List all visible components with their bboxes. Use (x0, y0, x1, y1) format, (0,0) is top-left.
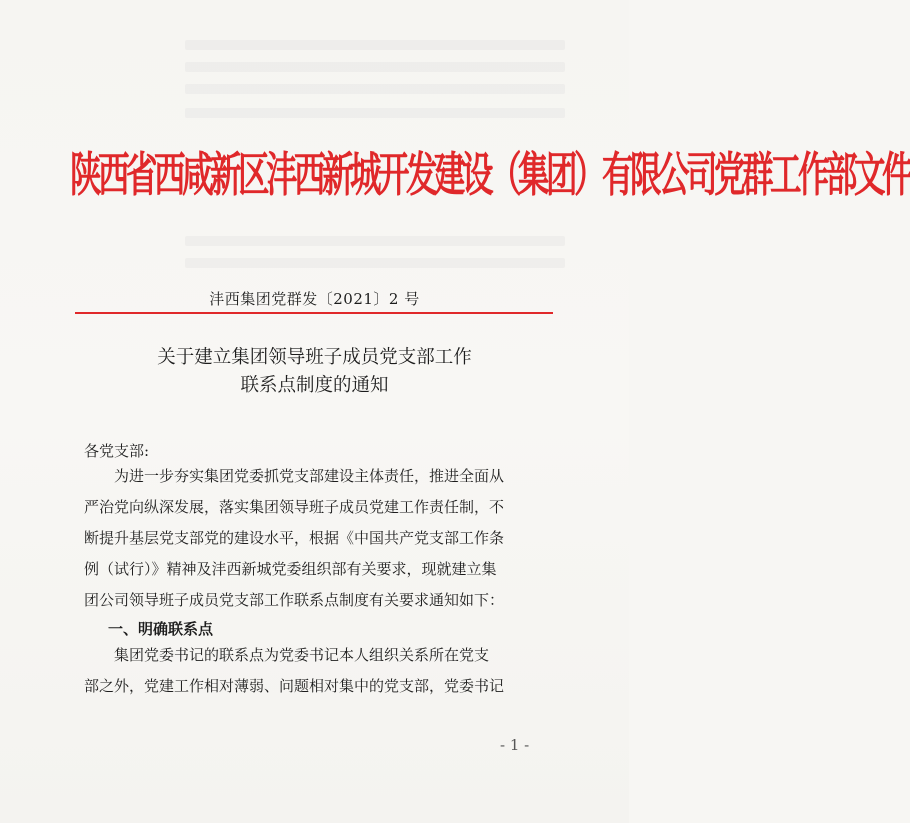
red-divider-line (75, 312, 553, 314)
paragraph-line: 团公司领导班子成员党支部工作联系点制度有关要求通知如下： (84, 591, 505, 609)
body-paragraph-2 (84, 640, 544, 702)
paragraph-line: 严治党向纵深发展，落实集团领导班子成员党建工作责任制，不 (84, 498, 505, 516)
show-through-mark (185, 236, 565, 246)
notice-title-line-1: 关于建立集团领导班子成员党支部工作 (157, 347, 472, 368)
paragraph-line: 集团党委书记的联系点为党委书记本人组织关系所在党支 (114, 646, 490, 664)
show-through-mark (185, 108, 565, 118)
paragraph-line: 为进一步夯实集团党委抓党支部建设主体责任，推进全面从 (114, 467, 505, 485)
show-through-mark (185, 258, 565, 268)
section-heading-1: 一、明确联系点 (108, 620, 214, 638)
show-through-mark (185, 40, 565, 50)
show-through-mark (185, 62, 565, 72)
paragraph-line: 部之外，党建工作相对薄弱、问题相对集中的党支部，党委书记 (84, 677, 505, 695)
notice-title-line-2: 联系点制度的通知 (240, 375, 389, 396)
paragraph-line: 例（试行）》精神及沣西新城党委组织部有关要求，现就建立集 (84, 560, 497, 578)
show-through-mark (185, 84, 565, 94)
document-header-title: 陕西省西咸新区沣西新城开发建设（集团）有限公司党群工作部文件 (70, 147, 910, 203)
document-number: 沣西集团党群发〔2021〕2 号 (209, 290, 420, 308)
page-number: - 1 - (500, 736, 530, 754)
salutation: 各党支部: (84, 442, 150, 460)
body-paragraph-1 (84, 461, 544, 616)
paragraph-line: 断提升基层党支部党的建设水平，根据《中国共产党支部工作条 (84, 529, 505, 547)
